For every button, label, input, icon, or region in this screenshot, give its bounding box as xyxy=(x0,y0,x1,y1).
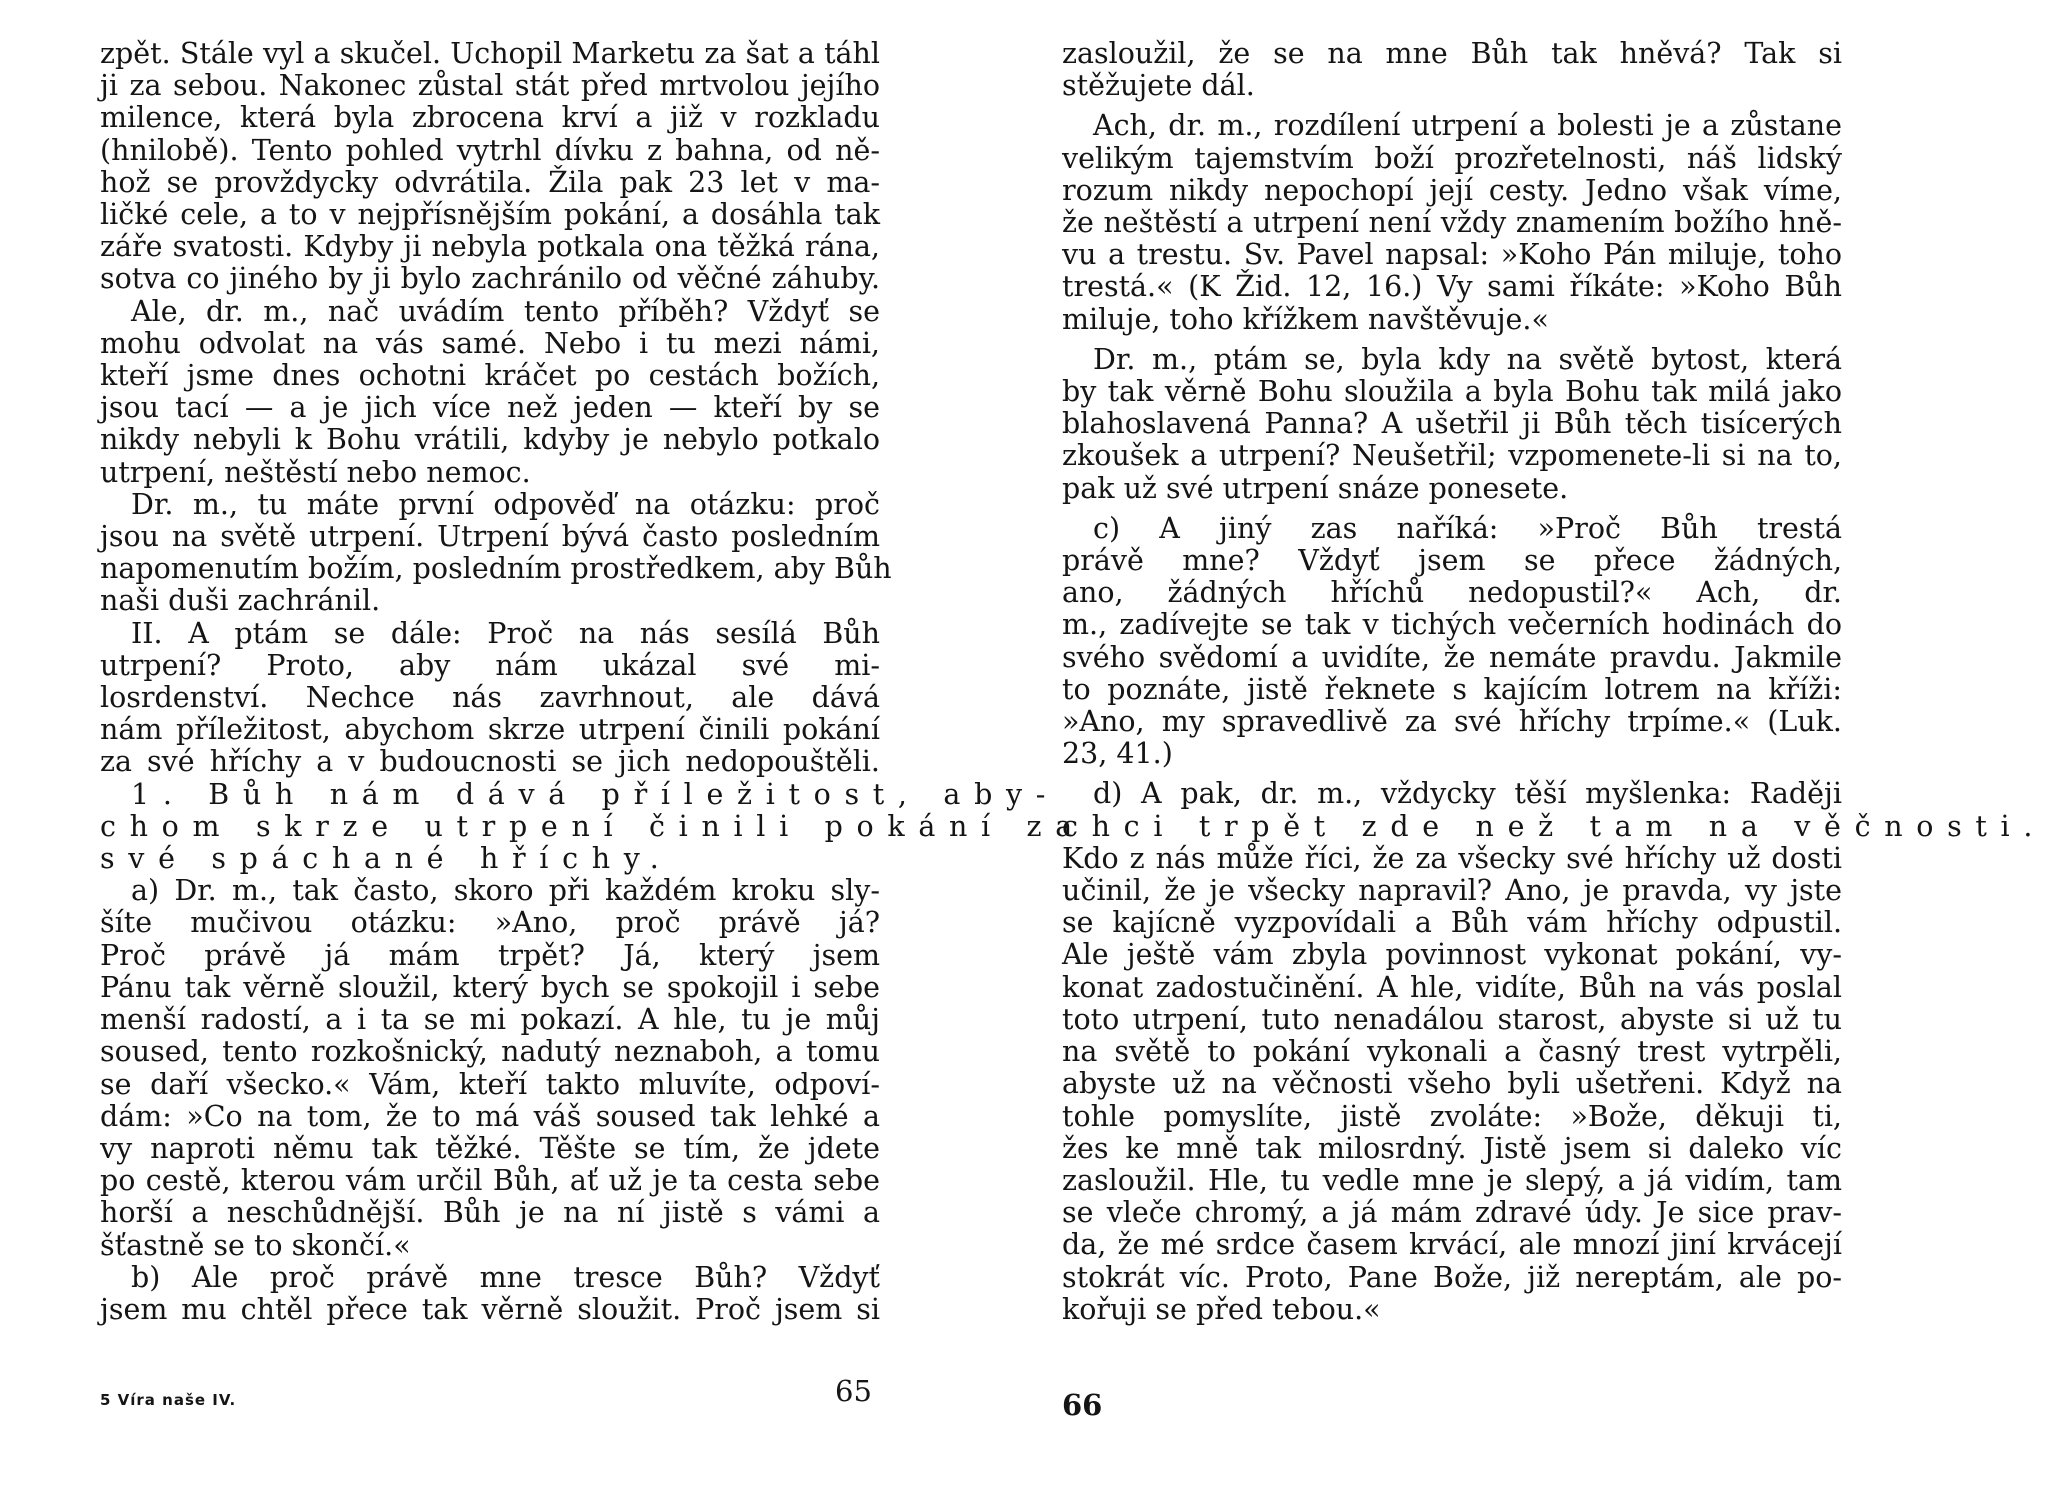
text-line: II. A ptám se dále: Proč na nás sesílá Bůh xyxy=(131,616,880,650)
text-line: sotva co jiného by ji bylo zachránilo od věčné záhuby. xyxy=(100,262,880,296)
text-line: losrdenství. Nechce nás zavrhnout, ale dává xyxy=(100,681,880,715)
text-line: nám příležitost, abychom skrze utrpení činili pokání xyxy=(100,713,880,747)
text-line: 1. Bůh nám dává příležitost, aby- xyxy=(131,777,1060,811)
text-line: mohu odvolat na vás samé. Nebo i tu mezi námi, xyxy=(100,326,880,360)
right-page xyxy=(1062,37,2046,1478)
text-line: kteří jsme dnes ochotni kráčet po cestách božích, xyxy=(100,359,880,393)
text-line: miluje, toho křížkem navštěvuje.« xyxy=(1062,302,1549,336)
text-line: napomenutím božím, posledním prostředkem, aby Bůh xyxy=(100,552,892,586)
text-line: utrpení, neštěstí nebo nemoc. xyxy=(100,455,531,489)
text-line: by tak věrně Bohu sloužila a byla Bohu tak milá jako xyxy=(1062,375,1842,409)
text-line: velikým tajemstvím boží prozřetelnosti, náš lidský xyxy=(1062,141,1842,175)
text-line: své spáchané hříchy. xyxy=(100,842,673,876)
text-line: abyste už na věčnosti všeho byli ušetřeni. Když na xyxy=(1062,1067,1842,1101)
text-line: toto utrpení, tuto nenadálou starost, abyste si už tu xyxy=(1062,1002,1842,1036)
text-line: soused, tento rozkošnický, nadutý neznaboh, a tomu xyxy=(100,1035,880,1069)
text-line: na světě to pokání vykonali a časný trest vytrpěli, xyxy=(1062,1035,1842,1069)
text-line: Ach, dr. m., rozdílení utrpení a bolesti je a zůstane xyxy=(1093,109,1842,143)
text-line: m., zadívejte se tak v tichých večerních hodinách do xyxy=(1062,608,1842,642)
text-line: záře svatosti. Kdyby ji nebyla potkala ona těžká rána, xyxy=(100,230,880,264)
text-line: Dr. m., tu máte první odpověď na otázku: proč xyxy=(131,487,880,521)
text-line: »Ano, my spravedlivě za své hříchy trpíme.« (Luk. xyxy=(1062,705,1842,739)
text-line: d) A pak, dr. m., vždycky těší myšlenka: Raději xyxy=(1093,777,1842,811)
text-line: vy naproti němu tak těžké. Těšte se tím, že jdete xyxy=(100,1131,880,1165)
text-line: jsou na světě utrpení. Utrpení bývá často posledním xyxy=(100,520,880,554)
text-line: žes ke mně tak milosrdný. Jistě jsem si daleko víc xyxy=(1062,1131,1842,1165)
text-line: po cestě, kterou vám určil Bůh, ať už je ta cesta sebe xyxy=(100,1164,880,1198)
page-number: 65 xyxy=(835,1374,872,1408)
text-line: že neštěstí a utrpení není vždy znamením božího hně- xyxy=(1062,206,1842,240)
text-line: Kdo z nás může říci, že za všecky své hříchy už dosti xyxy=(1062,841,1842,875)
text-line: Proč právě já mám trpět? Já, který jsem xyxy=(100,938,880,972)
text-line: stěžujete dál. xyxy=(1062,69,1255,103)
text-line: hož se provždycky odvrátila. Žila pak 23 let v ma- xyxy=(100,165,880,199)
text-line: se daří všecko.« Vám, kteří takto mluvíte, odpoví- xyxy=(100,1067,880,1101)
text-line: 23, 41.) xyxy=(1062,737,1173,771)
text-line: pak už své utrpení snáze ponesete. xyxy=(1062,471,1569,505)
text-line: dám: »Co na tom, že to má váš soused tak lehké a xyxy=(100,1099,880,1133)
text-line: za své hříchy a v budoucnosti se jich nedopouštěli. xyxy=(100,745,880,779)
text-line: tohle pomyslíte, jistě zvoláte: »Bože, děkuji ti, xyxy=(1062,1099,1842,1133)
text-line: ano, žádných hříchů nedopustil?« Ach, dr. xyxy=(1062,576,1842,610)
text-line: konat zadostučinění. A hle, vidíte, Bůh na vás poslal xyxy=(1062,970,1842,1004)
text-line: naši duši zachránil. xyxy=(100,584,381,618)
text-line: svého svědomí a uvidíte, že nemáte pravdu. Jakmile xyxy=(1062,640,1842,674)
text-line: vu a trestu. Sv. Pavel napsal: »Koho Pán miluje, toho xyxy=(1062,238,1842,272)
text-line: Ale, dr. m., nač uvádím tento příběh? Vždyť se xyxy=(131,294,880,328)
text-line: horší a neschůdnější. Bůh je na ní jistě s vámi a xyxy=(100,1196,880,1230)
text-line: blahoslavená Panna? A ušetřil ji Bůh těch tisícerých xyxy=(1062,407,1842,441)
text-line: Dr. m., ptám se, byla kdy na světě bytost, která xyxy=(1093,342,1842,376)
text-line: zpět. Stále vyl a skučel. Uchopil Marketu za šat a táhl xyxy=(100,37,880,70)
text-line: utrpení? Proto, aby nám ukázal své mi- xyxy=(100,648,880,682)
text-column xyxy=(100,37,1086,1326)
text-line: kořuji se před tebou.« xyxy=(1062,1292,1381,1326)
text-line: c) A jiný zas naříká: »Proč Bůh trestá xyxy=(1093,511,1842,545)
text-line: to poznáte, jistě řeknete s kajícím lotrem na kříži: xyxy=(1062,672,1842,706)
text-line: Pánu tak věrně sloužil, který bych se spokojil i sebe xyxy=(100,970,880,1004)
text-line: právě mne? Vždyť jsem se přece žádných, xyxy=(1062,544,1842,578)
text-line: Ale ještě vám zbyla povinnost vykonat pokání, vy- xyxy=(1062,938,1842,972)
text-line: (hnilobě). Tento pohled vytrhl dívku z bahna, od ně- xyxy=(100,133,880,167)
text-line: se kajícně vyzpovídali a Bůh vám hříchy odpustil. xyxy=(1062,906,1842,940)
text-line: zasloužil. Hle, tu vedle mne je slepý, a já vidím, tam xyxy=(1062,1163,1842,1197)
text-line: jsem mu chtěl přece tak věrně sloužit. Proč jsem si xyxy=(100,1292,880,1326)
text-line: rozum nikdy nepochopí její cesty. Jedno však víme, xyxy=(1062,173,1842,207)
text-line: menší radostí, a i ta se mi pokazí. A hle, tu je můj xyxy=(100,1003,880,1037)
text-line: ličké cele, a to v nejpřísnějším pokání, a dosáhla tak xyxy=(100,198,880,232)
text-line: b) Ale proč právě mne tresce Bůh? Vždyť xyxy=(131,1260,880,1294)
text-line: jsou tací — a je jich více než jeden — kteří by se xyxy=(100,391,880,425)
text-line: trestá.« (K Žid. 12, 16.) Vy sami říkáte: »Koho Bůh xyxy=(1062,270,1842,304)
text-line: zkoušek a utrpení? Neušetřil; vzpomenete-li si na to, xyxy=(1062,439,1842,473)
text-line: zasloužil, že se na mne Bůh tak hněvá? Tak si xyxy=(1062,37,1842,70)
text-line: šíte mučivou otázku: »Ano, proč právě já? xyxy=(100,906,880,940)
text-line: milence, která byla zbrocena krví a již v rozkladu xyxy=(100,101,880,135)
text-line: se vleče chromý, a já mám zdravé údy. Je sice prav- xyxy=(1062,1196,1842,1230)
text-line: šťastně se to skončí.« xyxy=(100,1228,411,1262)
text-column xyxy=(1062,37,2046,1326)
page-number: 66 xyxy=(1062,1388,1103,1422)
text-line: a) Dr. m., tak často, skoro při každém kroku sly- xyxy=(131,874,880,908)
text-line: chom skrze utrpení činili pokání za xyxy=(100,809,1086,843)
text-line: da, že mé srdce časem krvácí, ale mnozí jiní krvácejí xyxy=(1062,1228,1842,1262)
text-line: nikdy nebyli k Bohu vrátili, kdyby je nebylo potkalo xyxy=(100,423,880,457)
signature-mark: 5 Víra naše IV. xyxy=(100,1391,237,1409)
text-line: stokrát víc. Proto, Pane Bože, již nereptám, ale po- xyxy=(1062,1260,1842,1294)
text-line: učinil, že je všecky napravil? Ano, je pravda, vy jste xyxy=(1062,874,1842,908)
text-line: chci trpět zde než tam na věčnosti. xyxy=(1062,809,2046,843)
text-line: ji za sebou. Nakonec zůstal stát před mrtvolou jejího xyxy=(100,69,880,103)
